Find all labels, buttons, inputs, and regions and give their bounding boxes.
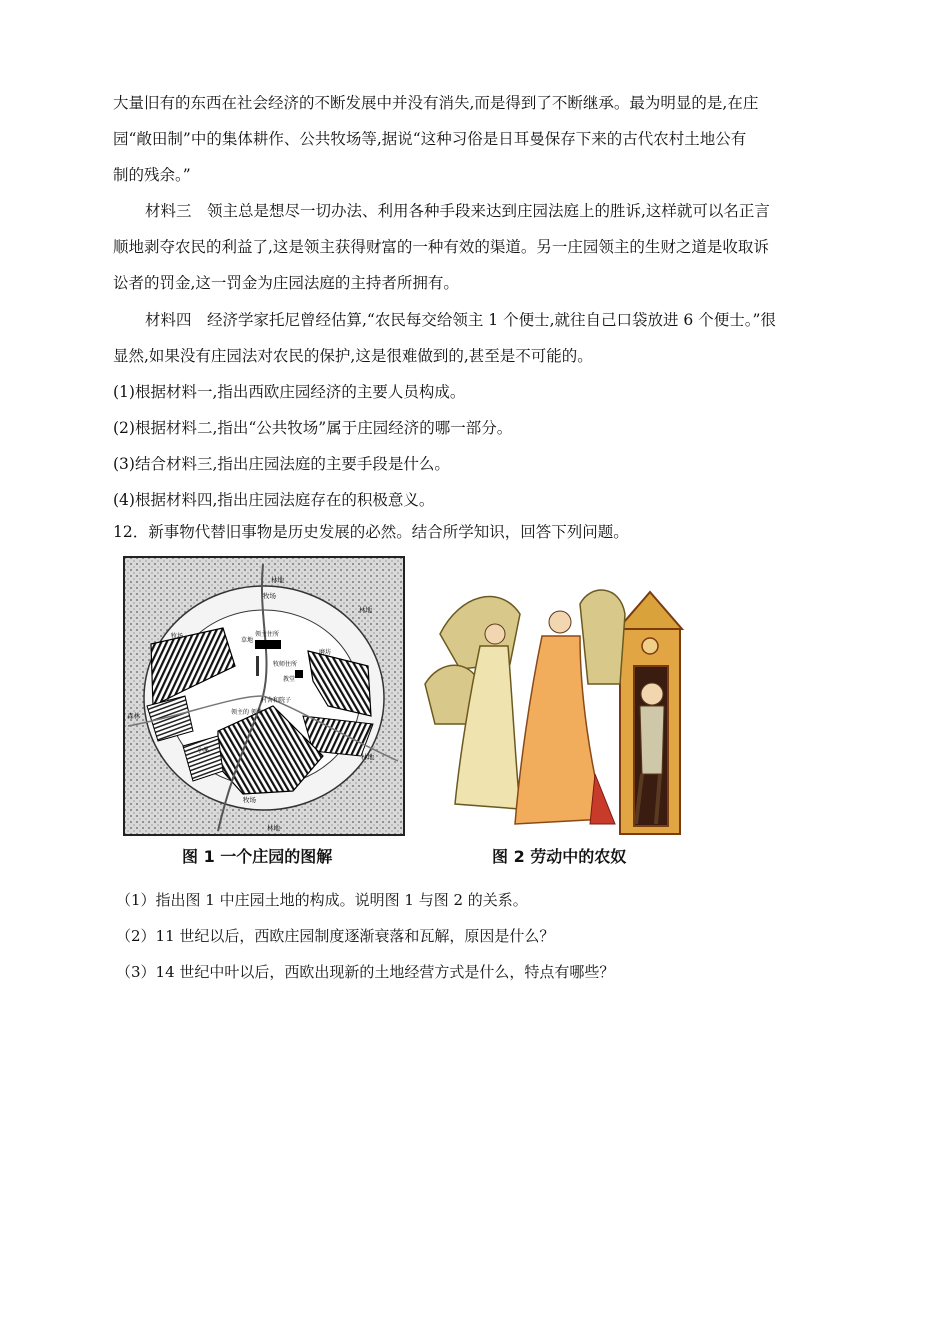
label-village: 村舍和院子	[261, 697, 292, 704]
label-forest-left: 森林	[127, 712, 140, 720]
tower-window	[642, 638, 658, 654]
tower-roof	[618, 592, 682, 629]
paragraph-line-2: 园“敞田制”中的集体耕作、公共牧场等,据说“这种习俗是日耳曼保存下来的古代农村土地公有	[113, 130, 747, 148]
label-pasture-left: 牧场	[171, 633, 184, 640]
label-mill: 磨坊	[319, 649, 332, 656]
label-church: 教堂	[283, 676, 296, 683]
question-11-2: (2)根据材料二,指出“公共牧场”属于庄园经济的哪一部分。	[113, 419, 513, 437]
peasant-2-red-fold	[590, 774, 615, 824]
church-icon	[295, 670, 303, 678]
figure-2-caption: 图 2 劳动中的农奴	[492, 847, 627, 866]
question-11-1: (1)根据材料一,指出西欧庄园经济的主要人员构成。	[113, 383, 466, 401]
question-12-stem: 12．新事物代替旧事物是历史发展的必然。结合所学知识，回答下列问题。	[113, 523, 629, 541]
doorway-figure-head	[641, 683, 663, 705]
label-stream: 小溪	[197, 747, 210, 754]
label-forest-bottom-right: 林地	[361, 753, 374, 761]
material-4-line-2: 显然,如果没有庄园法对农民的保护,这是很难做到的,甚至是不可能的。	[113, 347, 593, 365]
label-pasture-bottom: 牧场	[243, 796, 256, 804]
peasant-1-head	[485, 624, 505, 644]
material-3-line-3: 讼者的罚金,这一罚金为庄园法庭的主持者所拥有。	[113, 274, 459, 292]
peasant-2-head	[549, 611, 571, 633]
label-manor-house: 领主住所	[255, 631, 280, 638]
paragraph-line-1: 大量旧有的东西在社会经济的不断发展中并没有消失,而是得到了不断继承。最为明显的是,在庄	[113, 94, 759, 112]
label-meadow: 草地	[241, 637, 254, 644]
manor-house-block	[255, 640, 281, 649]
label-pasture-top: 牧场	[263, 592, 276, 600]
material-4-line-1: 材料四 经济学家托尼曾经估算,“农民每交给领主 1 个便士,就往自己口袋放进 6 个便士。”很	[145, 311, 776, 329]
label-forest-right: 林地	[359, 606, 372, 614]
label-pastor-house: 牧师住所	[273, 661, 298, 668]
label-forest-top: 林地	[271, 576, 284, 584]
serfs-illustration	[420, 574, 710, 840]
label-lord-land: 领主的 领地	[231, 709, 263, 716]
question-11-3: (3)结合材料三,指出庄园法庭的主要手段是什么。	[113, 455, 450, 473]
wheat-bundle-3	[580, 590, 625, 684]
figure-1-caption: 图 1 一个庄园的图解	[182, 847, 333, 866]
paragraph-line-3: 制的残余。”	[113, 166, 191, 184]
question-12-1: （1）指出图 1 中庄园土地的构成。说明图 1 与图 2 的关系。	[116, 891, 528, 909]
label-forest-bottom: 林地	[267, 824, 280, 832]
doorway-figure-body	[640, 706, 664, 774]
question-11-4: (4)根据材料四,指出庄园法庭存在的积极意义。	[113, 491, 435, 509]
material-3-line-2: 顺地剥夺农民的利益了,这是领主获得财富的一种有效的渠道。另一庄园领主的生财之道是收取诉	[113, 238, 769, 256]
question-12-2: （2）11 世纪以后，西欧庄园制度逐渐衰落和瓦解，原因是什么？	[116, 927, 555, 945]
question-12-3: （3）14 世纪中叶以后，西欧出现新的土地经营方式是什么，特点有哪些？	[116, 963, 615, 981]
material-3-line-1: 材料三 领主总是想尽一切办法、利用各种手段来达到庄园法庭上的胜诉,这样就可以名正言	[145, 202, 770, 220]
cross-marker	[256, 656, 259, 676]
manor-diagram	[123, 556, 405, 836]
